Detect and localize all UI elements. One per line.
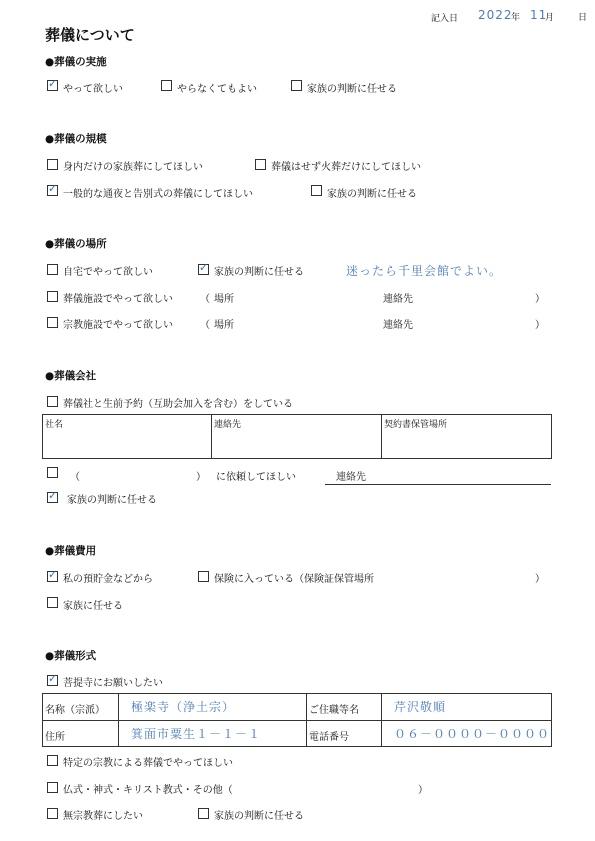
place-label: 場所 bbox=[214, 320, 234, 331]
option-label: 仏式・神式・キリスト教式・その他（ bbox=[63, 785, 233, 796]
company-table bbox=[42, 414, 552, 459]
option-label: 宗教施設でやって欲しい bbox=[63, 320, 173, 331]
option-label: 一般的な通夜と告別式の葬儀にしてほしい bbox=[63, 189, 253, 200]
contact-label: 連絡先 bbox=[383, 294, 413, 305]
option-label: 家族の判断に任せる bbox=[307, 84, 397, 95]
paren-open: （ bbox=[200, 294, 210, 305]
year-unit: 年 bbox=[511, 13, 521, 23]
address-value[interactable]: 箕面市粟生１－１－１ bbox=[131, 727, 262, 741]
paren-close: ） bbox=[535, 320, 545, 331]
priest-name-value[interactable]: 芹沢敬順 bbox=[394, 700, 447, 714]
day-unit: 日 bbox=[578, 13, 588, 23]
table-header-company-name: 社名 bbox=[45, 420, 64, 430]
paren-open: （ bbox=[70, 472, 80, 483]
option-label: 葬儀施設でやって欲しい bbox=[63, 294, 173, 305]
checkbox-implementation-do[interactable]: ✓ bbox=[48, 77, 58, 90]
option-label: 特定の宗教による葬儀でやってほしい bbox=[63, 758, 233, 769]
contact-underline bbox=[325, 484, 551, 485]
date-year[interactable]: 2022 bbox=[478, 8, 513, 22]
checkbox-cost-savings[interactable]: ✓ bbox=[48, 568, 58, 581]
paren-close: ） bbox=[535, 574, 545, 585]
checkbox-cost-family[interactable] bbox=[47, 597, 58, 608]
checkbox-scale-general[interactable]: ✓ bbox=[48, 182, 58, 195]
paren-close: ） bbox=[535, 294, 545, 305]
checkbox-cost-insurance[interactable] bbox=[198, 571, 209, 582]
option-label: 私の預貯金などから bbox=[63, 574, 153, 585]
option-label: やって欲しい bbox=[63, 84, 123, 95]
option-label: 葬儀社と生前予約（互助会加入を含む）をしている bbox=[63, 399, 293, 410]
checkbox-style-bodaiji[interactable]: ✓ bbox=[48, 672, 58, 685]
option-label: 保険に入っている（保険証保管場所 bbox=[214, 574, 374, 585]
contact-label: 連絡先 bbox=[336, 472, 366, 483]
checkbox-company-family[interactable]: ✓ bbox=[48, 489, 58, 502]
option-label: 自宅でやって欲しい bbox=[63, 267, 153, 278]
place-label: 場所 bbox=[214, 294, 234, 305]
checkbox-style-family[interactable] bbox=[198, 808, 209, 819]
table-label-phone: 電話番号 bbox=[309, 732, 349, 743]
month-unit: 月 bbox=[545, 13, 555, 23]
option-label: 家族の判断に任せる bbox=[214, 267, 304, 278]
checkbox-company-prebooked[interactable] bbox=[47, 396, 58, 407]
table-label-priest: ご住職等名 bbox=[309, 705, 359, 716]
paren-close: ） bbox=[418, 785, 428, 796]
checkbox-place-family[interactable]: ✓ bbox=[199, 261, 209, 274]
section-heading-scale: ●葬儀の規模 bbox=[45, 133, 107, 145]
section-heading-style: ●葬儀形式 bbox=[45, 650, 97, 662]
request-label: に依頼してほしい bbox=[216, 472, 296, 483]
checkbox-place-facility[interactable] bbox=[47, 291, 58, 302]
table-header-contact: 連絡先 bbox=[214, 420, 242, 430]
option-label: 家族の判断に任せる bbox=[214, 811, 304, 822]
table-label-temple-name: 名称（宗派） bbox=[45, 705, 105, 716]
checkbox-style-specific[interactable] bbox=[47, 755, 58, 766]
checkbox-implementation-family[interactable] bbox=[291, 80, 302, 91]
checkbox-scale-family[interactable] bbox=[311, 185, 322, 196]
option-label: 身内だけの家族葬にしてほしい bbox=[63, 162, 203, 173]
option-label: 家族の判断に任せる bbox=[327, 189, 417, 200]
date-label: 記入日 bbox=[431, 14, 459, 24]
section-heading-place: ●葬儀の場所 bbox=[45, 238, 107, 250]
checkbox-style-secular[interactable] bbox=[47, 808, 58, 819]
checkbox-place-home[interactable] bbox=[47, 264, 58, 275]
table-label-address: 住所 bbox=[45, 732, 65, 743]
option-label: 菩提寺にお願いしたい bbox=[63, 678, 163, 689]
section-heading-implementation: ●葬儀の実施 bbox=[45, 56, 107, 68]
checkbox-scale-cremation-only[interactable] bbox=[255, 159, 266, 170]
paren-open: （ bbox=[200, 320, 210, 331]
checkbox-scale-family-only[interactable] bbox=[47, 159, 58, 170]
handwritten-note-place[interactable]: 迷ったら千里会館でよい。 bbox=[346, 264, 503, 278]
checkbox-implementation-optional[interactable] bbox=[161, 80, 172, 91]
phone-value[interactable]: ０６－００００－００００ bbox=[394, 727, 551, 741]
page-title: 葬儀について bbox=[45, 26, 135, 44]
section-heading-cost: ●葬儀費用 bbox=[45, 545, 97, 557]
checkbox-style-religions[interactable] bbox=[47, 782, 58, 793]
checkbox-place-religious[interactable] bbox=[47, 317, 58, 328]
date-month[interactable]: 11 bbox=[530, 8, 548, 22]
option-label: 葬儀はせず火葬だけにしてほしい bbox=[271, 162, 421, 173]
option-label: 無宗教葬にしたい bbox=[63, 811, 143, 822]
temple-name-value[interactable]: 極楽寺（浄土宗） bbox=[131, 700, 236, 714]
option-label: 家族に任せる bbox=[63, 601, 123, 612]
table-header-contract-location: 契約書保管場所 bbox=[384, 420, 448, 430]
contact-label: 連絡先 bbox=[383, 320, 413, 331]
option-label: やらなくてもよい bbox=[177, 84, 257, 95]
checkbox-company-request[interactable] bbox=[47, 467, 58, 478]
section-heading-company: ●葬儀会社 bbox=[45, 370, 97, 382]
option-label: 家族の判断に任せる bbox=[67, 495, 157, 506]
paren-close: ） bbox=[196, 472, 206, 483]
